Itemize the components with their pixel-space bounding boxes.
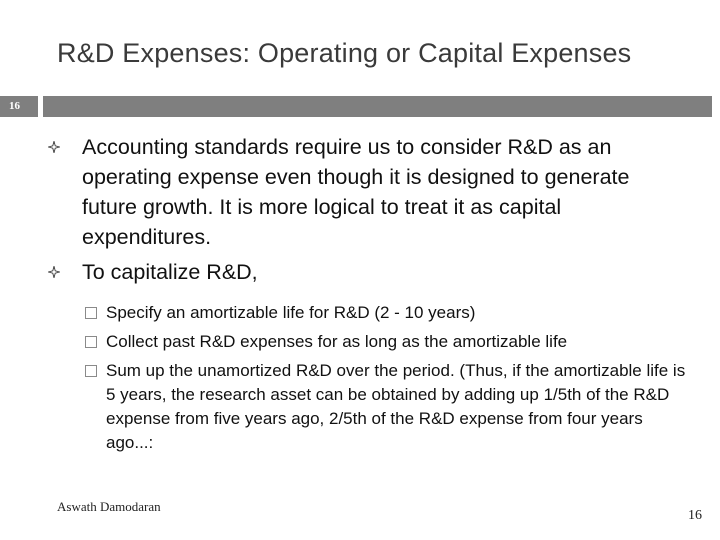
checkbox-bullet-icon: [85, 365, 97, 377]
sub-bullet-text: Collect past R&D expenses for as long as the amortizable life: [106, 332, 568, 351]
bullet-item: [48, 257, 688, 287]
bullet-text: To capitalize R&D,: [82, 260, 258, 284]
bullet-item: [48, 132, 688, 252]
slide-body: [48, 132, 688, 460]
sub-bullet-item: [48, 359, 688, 455]
sub-bullet-item: [48, 301, 688, 325]
sub-bullet-list: [48, 301, 688, 455]
slide-header-bar: [0, 96, 720, 117]
footer-author: Aswath Damodaran: [57, 499, 161, 514]
slide-title: R&D Expenses: Operating or Capital Expenses: [57, 38, 632, 68]
page-number: 16: [688, 508, 702, 523]
slide-number-badge: 16: [0, 96, 38, 117]
header-accent-bar: [43, 96, 712, 117]
sub-bullet-text: Sum up the unamortized R&D over the period. (Thus, if the amortizable life is 5 years, the research asset can be obtained by adding up 1/5th of the R&D expense from five years ago, 2/5th of the R&D expense from four years ago...:: [106, 361, 686, 452]
bullet-text: Accounting standards require us to consider R&D as an operating expense even though it is designed to generate future growth. It is more logical to treat it as capital expenditures.: [82, 135, 630, 249]
four-point-star-bullet-icon: [48, 266, 60, 278]
sub-bullet-text: Specify an amortizable life for R&D (2 - 10 years): [106, 303, 476, 322]
four-point-star-bullet-icon: [48, 141, 60, 153]
sub-bullet-item: [48, 330, 688, 354]
checkbox-bullet-icon: [85, 336, 97, 348]
checkbox-bullet-icon: [85, 307, 97, 319]
